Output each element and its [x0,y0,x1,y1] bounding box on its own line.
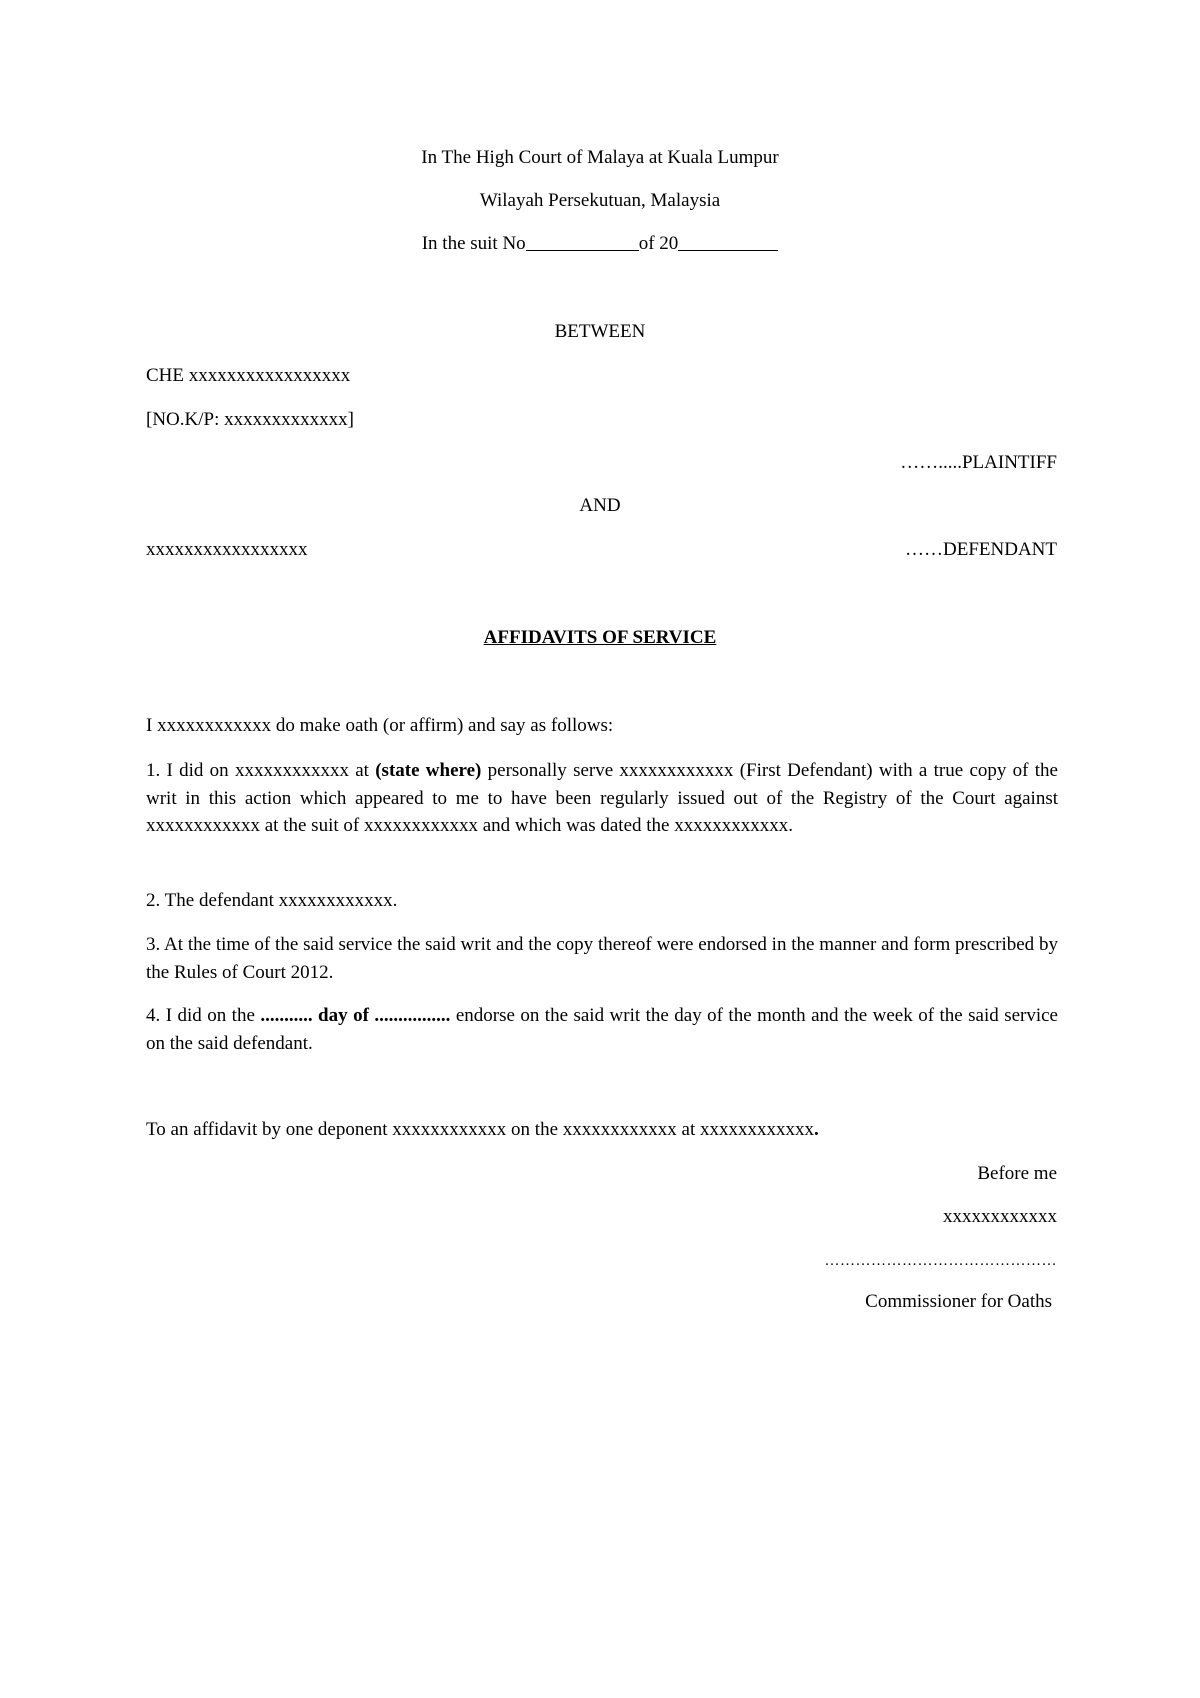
commissioner-name: xxxxxxxxxxxx [943,1206,1057,1227]
suit-of: of 20 [638,233,679,254]
paragraph-1-start: 1. I did on xxxxxxxxxxxx at [146,760,376,781]
paragraph-4-start: 4. I did on the [146,1005,261,1026]
closing-statement [146,1118,819,1142]
suit-number-blank [526,249,639,251]
closing-period: . [813,1119,819,1140]
paragraph-1-rest: personally serve xxxxxxxxxxxx (First Defendant) with a true copy of the writ in this action which appeared to me to have been regularly issued out of the Registry of the Court against xxxxxxxxxxxx at the suit of xxxxxxxxxxxx and which was dated the xxxxxxxxxxxx. [146,760,1058,836]
before-me-label: Before me [977,1163,1057,1184]
paragraph-4 [146,1002,1058,1057]
suit-number-line [0,232,1200,256]
signature-dots: ……………………………………… [824,1253,1057,1269]
paragraph-2: 2. The defendant xxxxxxxxxxxx. [146,890,398,911]
suit-prefix: In the suit No [421,233,526,254]
territory-heading: Wilayah Persekutuan, Malaysia [479,190,721,211]
paragraph-1-bold: (state where) [375,760,482,781]
between-label: BETWEEN [554,321,646,342]
paragraph-4-rest: endorse on the said writ the day of the month and the week of the said service on the said defendant. [146,1005,1058,1054]
closing-text: To an affidavit by one deponent xxxxxxxxxxxx on the xxxxxxxxxxxx at xxxxxxxxxxxx [146,1119,814,1140]
commissioner-role: Commissioner for Oaths [865,1291,1052,1312]
and-label: AND [579,495,621,516]
paragraph-1 [146,757,1058,840]
court-heading: In The High Court of Malaya at Kuala Lumpur [421,147,779,168]
document-title: AFFIDAVITS OF SERVICE [483,627,717,648]
defendant-label: ……DEFENDANT [905,539,1057,560]
intro-statement: I xxxxxxxxxxxx do make oath (or affirm) and say as follows: [146,715,614,736]
plaintiff-id: [NO.K/P: xxxxxxxxxxxxx] [146,409,354,430]
plaintiff-name: CHE xxxxxxxxxxxxxxxxx [146,365,351,386]
paragraph-3: 3. At the time of the said service the said writ and the copy thereof were endorsed in the manner and form prescribed by the Rules of Court 2012. [146,934,1058,983]
plaintiff-label: …….....PLAINTIFF [900,452,1057,473]
defendant-name: xxxxxxxxxxxxxxxxx [146,539,308,560]
paragraph-4-bold: ........... day of ................ [260,1005,451,1026]
suit-year-blank [678,249,778,251]
